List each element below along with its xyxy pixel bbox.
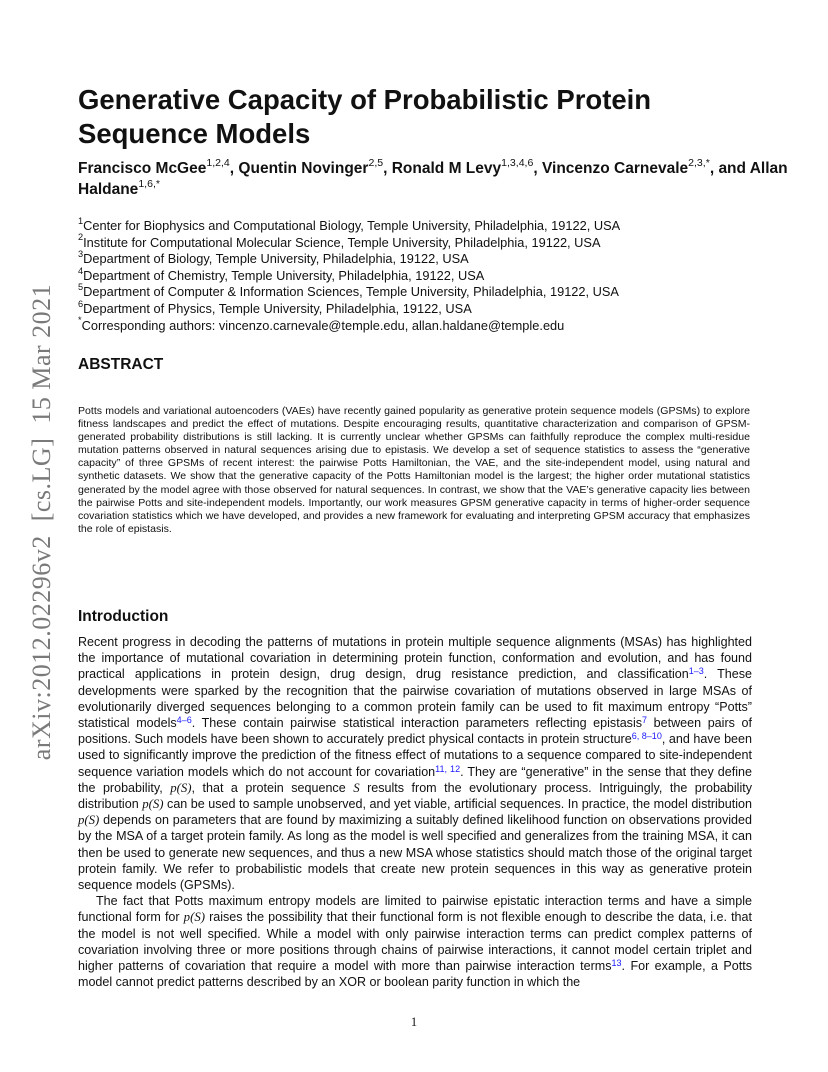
introduction-body: [78, 634, 752, 990]
arxiv-stamp-text: [27, 284, 57, 760]
arxiv-date: 15 Mar 2021: [27, 283, 56, 424]
author-affiliation-marks: 1,3,4,6: [501, 156, 534, 169]
author-name: Francisco McGee: [78, 160, 207, 177]
author-name: Quentin Novinger: [238, 160, 369, 177]
affiliation-item: [78, 265, 778, 285]
text-run: can be used to sample unobserved, and yet viable, artificial sequences. In practice, the model distribution: [163, 797, 752, 812]
text-run: Recent progress in decoding the patterns of mutations in protein multiple sequence alignments (MSAs) has highlighted the importance of mutational covariation in determining protein function, conformation and evolution, and has found practical applications in protein design, drug design, drug resistance prediction, and classification: [78, 635, 752, 682]
affiliation-mark: 2: [78, 232, 84, 243]
author-name: Vincenzo Carnevale: [541, 160, 689, 177]
affiliation-text: Center for Biophysics and Computational Biology, Temple University, Philadelphia, 19122, USA: [83, 218, 621, 233]
intro-paragraph-2: [78, 893, 752, 990]
affiliation-item: [78, 315, 778, 335]
text-run: The fact that Potts maximum entropy models are limited to pairwise epistatic interaction terms and have a simple functional form for: [78, 894, 752, 925]
affiliation-item: [78, 232, 778, 252]
affiliation-item: [78, 284, 778, 301]
affiliation-mark: 1: [78, 215, 84, 226]
author-affiliation-marks: 2,3,*: [688, 156, 710, 169]
text-run: depends on parameters that are found by maximizing a suitably defined likelihood function on observations provided by the MSA of a target protein family. As long as the model is well specified and generalizes from the training MSA, it can then be used to generate new sequences, and thus a new MSA whose statistics should match those of the original target protein family. We refer to probabilistic models that create new protein sequences in this way as generative protein sequence models (GPSMs).: [78, 813, 752, 893]
text-run: . These developments were sparked by the recognition that the pairwise covariation of mutations observed in large MSAs of evolutionarily diverged sequences belonging to a common protein family can be used to fit maximum entropy “Potts” statistical models: [78, 667, 752, 731]
text-run: . They are “generative” in the sense that they define the probability,: [78, 764, 752, 795]
math-symbol: p(S): [142, 797, 164, 812]
affiliation-text: Department of Chemistry, Temple University, Philadelphia, 19122, USA: [83, 267, 485, 283]
citation-link[interactable]: 11, 12: [435, 763, 461, 774]
affiliation-text: Institute for Computational Molecular Science, Temple University, Philadelphia, 19122, USA: [83, 234, 601, 250]
affiliation-item: [78, 298, 778, 318]
affiliation-mark: *: [78, 315, 82, 326]
page-number: 1: [410, 1015, 418, 1029]
citation-link[interactable]: 6, 8–10: [631, 731, 662, 742]
text-run: , that a protein sequence: [191, 780, 354, 795]
citation-link[interactable]: 1–3: [688, 666, 704, 677]
affiliation-list: [78, 215, 778, 334]
citation-link[interactable]: 7: [642, 714, 648, 725]
affiliation-text: Department of Computer & Information Sciences, Temple University, Philadelphia, 19122, USA: [83, 284, 619, 300]
affiliation-text: Department of Physics, Temple University, Philadelphia, 19122, USA: [83, 300, 472, 316]
affiliation-text: Department of Biology, Temple University, Philadelphia, 19122, USA: [83, 251, 469, 267]
affiliation-mark: 3: [78, 249, 84, 260]
arxiv-id: arXiv:2012.02296v2: [27, 535, 56, 761]
math-symbol: S: [353, 780, 360, 795]
math-symbol: p(S): [78, 813, 100, 828]
affiliation-mark: 5: [78, 282, 84, 293]
author-affiliation-marks: 1,6,*: [138, 177, 160, 190]
affiliation-item: [78, 251, 778, 268]
arxiv-category: [cs.LG]: [27, 437, 56, 522]
math-symbol: p(S): [183, 910, 205, 925]
text-run: raises the possibility that their functional form is not flexible enough to describe the data, i.e. that the model is not well specified. While a model with only pairwise interaction terms can predict complex patterns of covariation involving three or more positions through chains of pairwise interactions, it cannot model certain triplet and higher patterns of covariation that require a model with more than pairwise interaction terms: [78, 910, 753, 974]
affiliation-item: [78, 215, 778, 235]
introduction-heading: Introduction: [78, 608, 169, 625]
citation-link[interactable]: 13: [611, 958, 622, 968]
abstract-heading: ABSTRACT: [78, 356, 164, 373]
author-list: Francisco McGee$^{1,2,4}$, Quentin Novinger$^{2,5}$, Ronald M Levy$^{1,3,4,6}$, Vincenzo Carnevale$^{2,3,*}$, and Allan Haldane$^{1,6,*}$: [78, 156, 788, 198]
author-affiliation-marks: 1,2,4: [206, 156, 230, 169]
paper-title: Generative Capacity of Probabilistic Protein Sequence Models: [78, 84, 652, 149]
abstract-text: Potts models and variational autoencoders (VAEs) have recently gained popularity as generative protein sequence models (GPSMs) to explore fitness landscapes and predict the effect of mutations. Despite encouraging results, quantitative characterization and comparison of GPSM-generated probability distributions is still lacking. It is currently unclear whether GPSMs can faithfully reproduce the complex multi-residue mutation patterns observed in natural sequences arising due to epistasis. We develop a set of sequence statistics to assess the “generative capacity” of three GPSMs of recent interest: the pairwise Potts Hamiltonian, the VAE, and the site-independent model, using natural and synthetic datasets. We show that the generative capacity of the Potts Hamiltonian model is the largest; the higher order mutational statistics generated by the model agree with those observed for natural sequences. In contrast, we show that the VAE’s generative capacity lies between the pairwise Potts and site-independent models. Importantly, our work measures GPSM generative capacity in terms of higher-order sequence covariation statistics which we have developed, and provides a new framework for evaluating and interpreting GPSM accuracy that emphasizes the role of epistasis.: [78, 405, 750, 535]
arxiv-stamp: [22, 283, 62, 761]
text-run: results from the evolutionary process. Intriguingly, the probability distribution: [78, 780, 752, 812]
text-run: . For example, a Potts model cannot predict patterns described by an XOR or boolean parity function in which the: [78, 959, 753, 990]
author-name: Ronald M Levy: [391, 160, 502, 177]
author-name: and Allan Haldane: [78, 160, 788, 198]
affiliation-mark: 6: [78, 298, 84, 309]
affiliation-text: Corresponding authors: vincenzo.carnevale@temple.edu, allan.haldane@temple.edu: [81, 317, 565, 333]
citation-link[interactable]: 4–6: [176, 714, 192, 725]
affiliation-mark: 4: [78, 265, 84, 276]
text-run: between pairs of positions. Such models have been shown to accurately predict physical contacts in protein structure: [78, 716, 752, 747]
math-symbol: p(S): [170, 780, 192, 795]
text-run: . These contain pairwise statistical interaction parameters reflecting epistasis: [191, 716, 642, 731]
author-affiliation-marks: 2,5: [368, 156, 384, 169]
intro-paragraph-1: [78, 634, 752, 893]
text-run: , and have been used to significantly improve the prediction of the fitness effect of mutations to a sequence compared to site-independent sequence variation models which do not account for covariation: [78, 732, 752, 779]
